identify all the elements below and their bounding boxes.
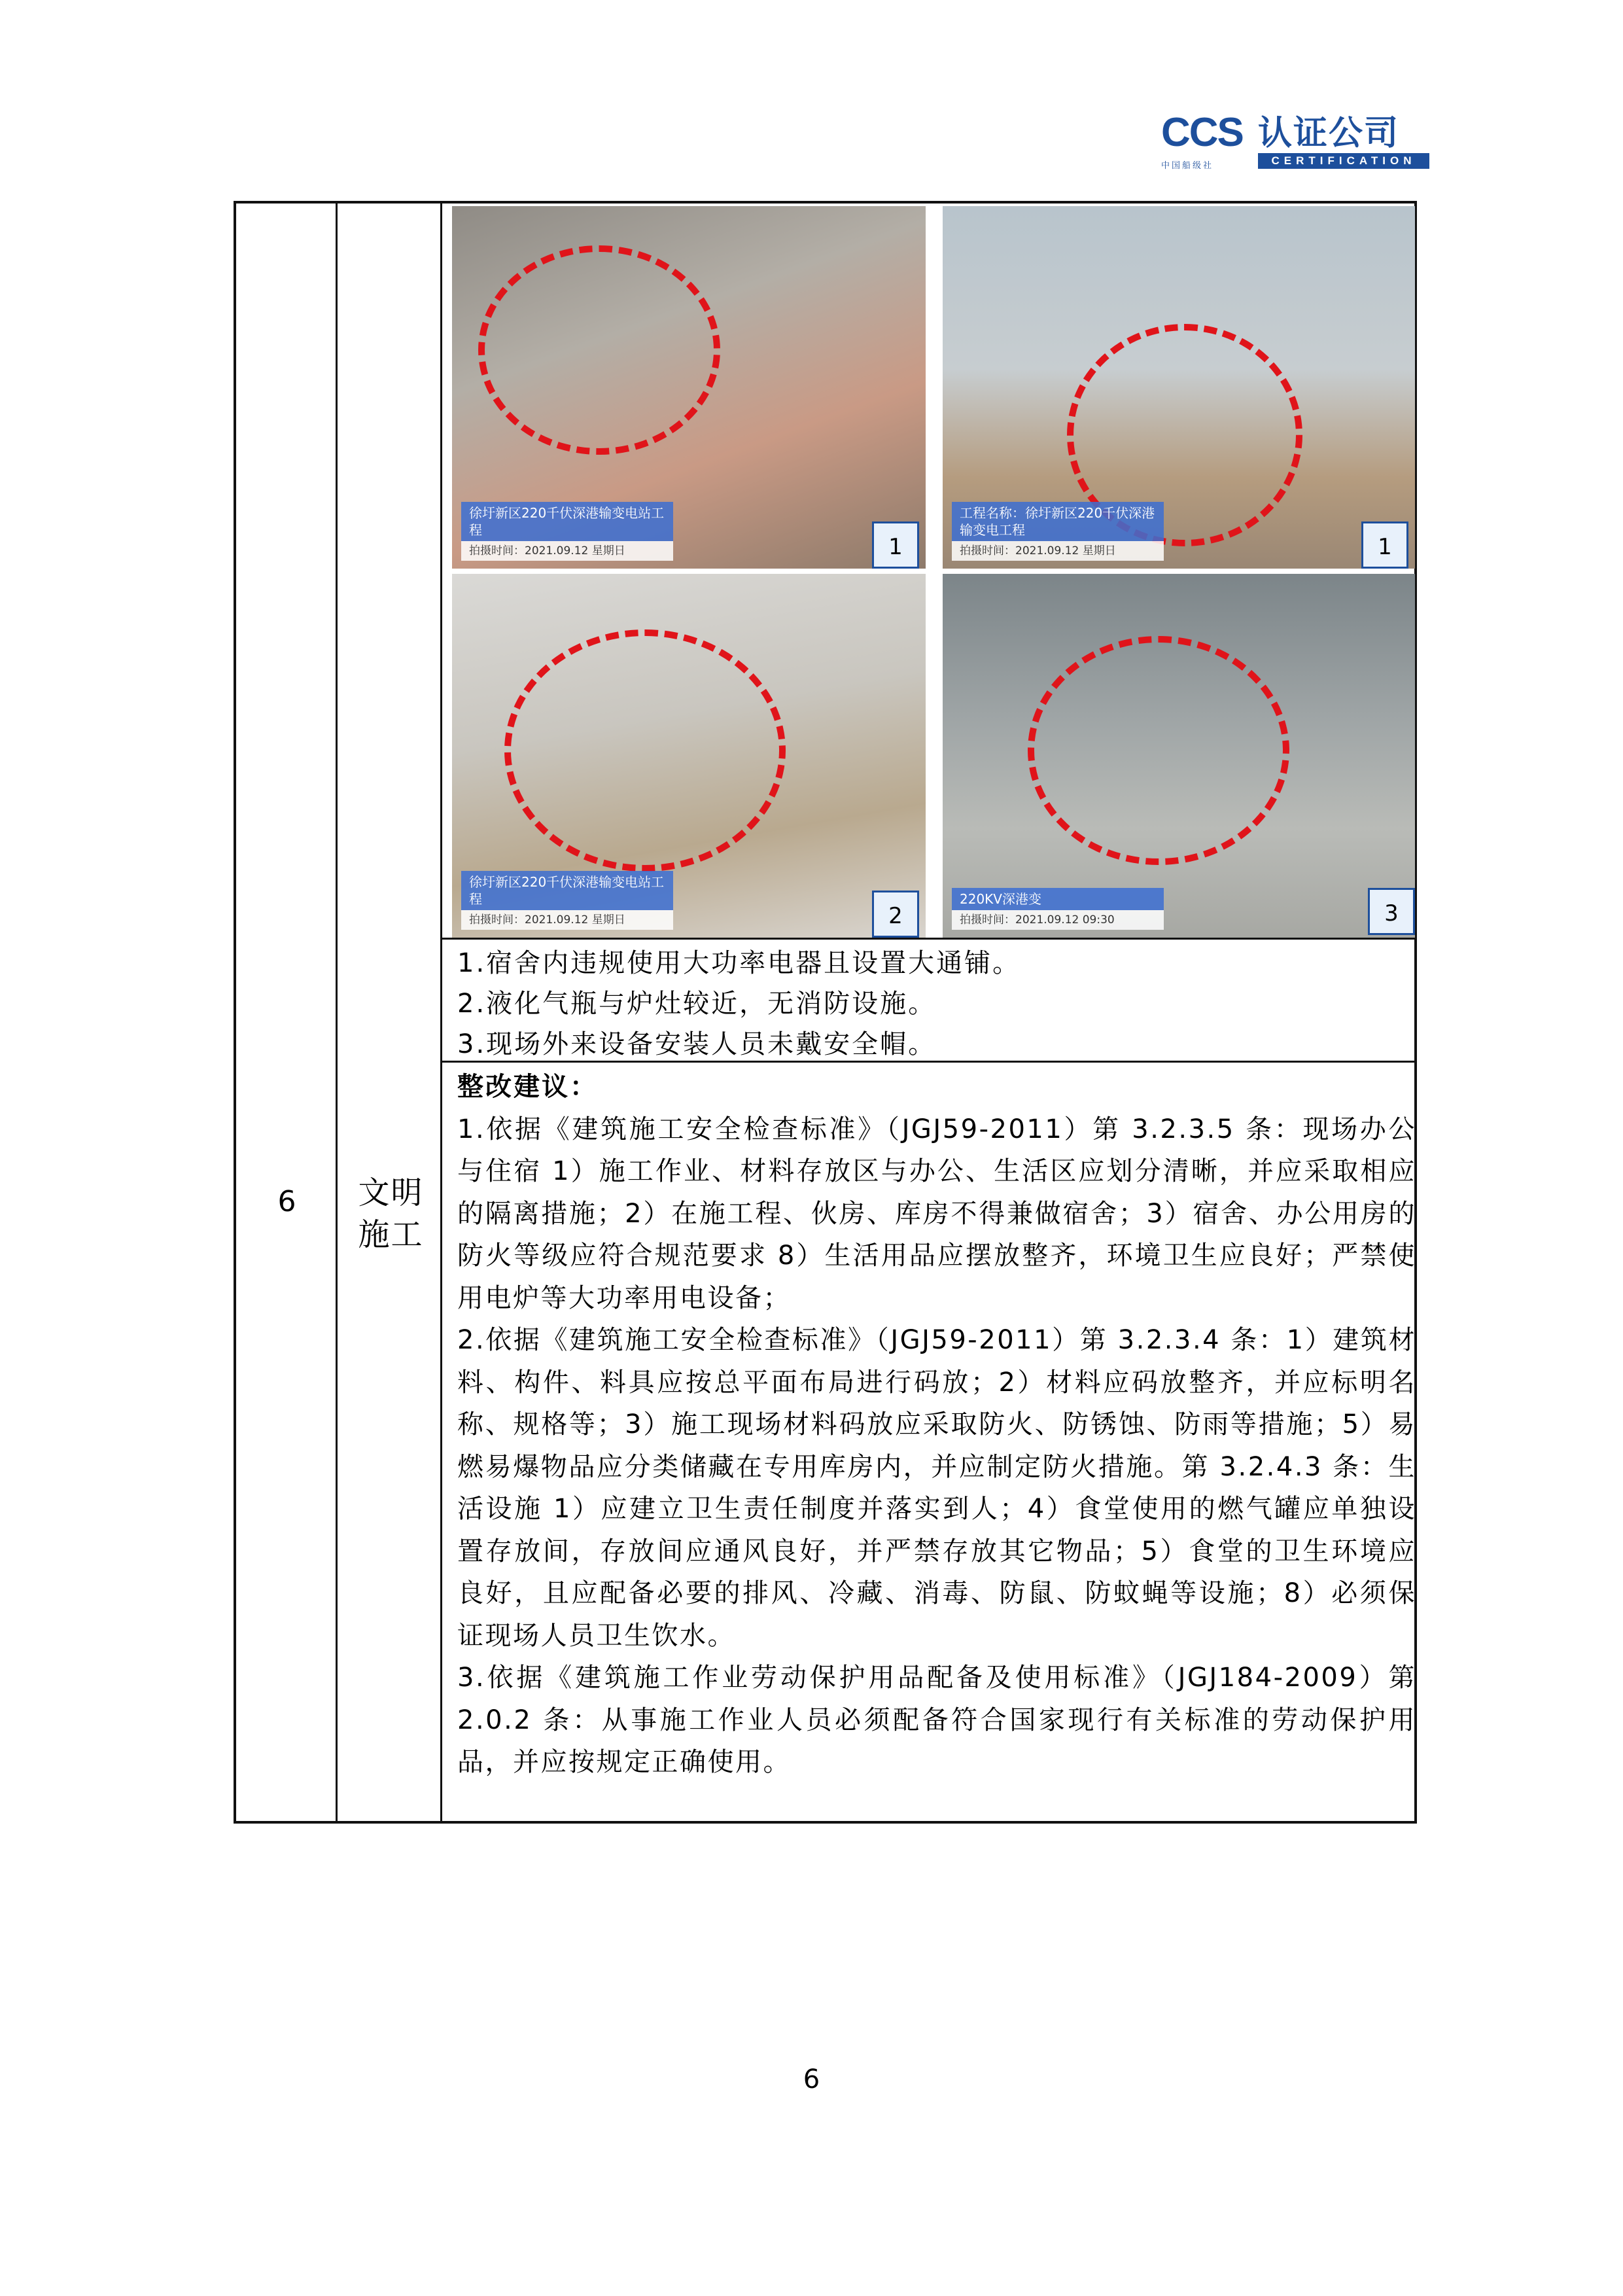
photo-watermark — [461, 502, 673, 561]
photo-time: 拍摄时间：2021.09.12 星期日 — [461, 541, 673, 561]
recommendation-item: 3.依据《建筑施工作业劳动保护用品配备及使用标准》（JGJ184-2009）第 2.0.2 条：从事施工作业人员必须配备符合国家现行有关标准的劳动保护用品，并应按规定正确使用。 — [457, 1663, 1416, 1777]
photo-dormitory-bed — [452, 206, 926, 569]
inspection-table — [234, 201, 1417, 1824]
photo-badge: 3 — [1368, 888, 1415, 935]
logo-bar: CERTIFICATION — [1258, 153, 1429, 169]
issues-list — [457, 943, 1412, 1065]
recommendation-item: 1.依据《建筑施工安全检查标准》（JGJ59-2011）第 3.2.3.5 条：现场办公与住宿 1）施工作业、材料存放区与办公、生活区应划分清晰，并应采取相应的隔离措施；2）在施工程、伙房、库房不得兼做宿舍；3）宿舍、办公用房的防火等级应符合规范要求 8）生活用品应摆放整齐，环境卫生应良好；严禁使用电炉等大功率用电设备； — [457, 1114, 1416, 1313]
logo-brand: CCS — [1161, 110, 1243, 155]
photo-gas-cylinder — [452, 574, 926, 938]
photo-time: 拍摄时间：2021.09.12 星期日 — [461, 910, 673, 930]
recommendation-item: 2.依据《建筑施工安全检查标准》（JGJ59-2011）第 3.2.3.4 条：1）建筑材料、构件、料具应按总平面布局进行码放；2）材料应码放整齐，并应标明名称、规格等；3）施工现场材料码放应采取防火、防锈蚀、防雨等措施；5）易燃易爆物品应分类储藏在专用库房内，并应制定防火措施。第 3.2.4.3 条：生活设施 1）应建立卫生责任制度并落实到人；4）食堂使用的燃气罐应单独设置存放间，存放间应通风良好，并严禁存放其它物品；5）食堂的卫生环境应良好，且应配备必要的排风、冷藏、消毒、防鼠、防蚊蝇等设施；8）必须保证现场人员卫生饮水。 — [457, 1325, 1416, 1651]
row-category — [340, 1172, 442, 1256]
category-line1: 文明 — [358, 1174, 424, 1211]
photo-dormitory-appliances — [943, 206, 1415, 569]
photo-watermark — [461, 871, 673, 930]
highlight-circle — [478, 245, 720, 455]
photo-badge: 1 — [1361, 521, 1408, 569]
row-divider — [440, 938, 1414, 940]
photo-caption: 220KV深港变 — [952, 888, 1164, 910]
ccs-certification-logo — [1161, 110, 1429, 171]
photo-caption: 徐圩新区220千伏深港输变电站工程 — [461, 871, 673, 910]
page-number: 6 — [803, 2064, 820, 2094]
photo-workers-no-helmet — [943, 574, 1415, 938]
photo-time: 拍摄时间：2021.09.12 09:30 — [952, 910, 1164, 930]
recommendation — [457, 1066, 1416, 1784]
photo-badge: 2 — [872, 891, 919, 938]
row-number: 6 — [277, 1185, 296, 1218]
category-line2: 施工 — [358, 1216, 424, 1253]
photo-badge: 1 — [872, 521, 919, 569]
highlight-circle — [1028, 636, 1289, 865]
photo-caption: 工程名称：徐圩新区220千伏深港输变电工程 — [952, 502, 1164, 541]
highlight-circle — [504, 629, 786, 872]
issue-item: 3.现场外来设备安装人员未戴安全帽。 — [457, 1029, 937, 1059]
issue-item: 2.液化气瓶与炉灶较近，无消防设施。 — [457, 989, 937, 1019]
photo-time: 拍摄时间：2021.09.12 星期日 — [952, 541, 1164, 561]
photo-watermark — [952, 888, 1164, 930]
photo-watermark — [952, 502, 1164, 561]
column-divider — [336, 203, 338, 1821]
photo-caption: 徐圩新区220千伏深港输变电站工程 — [461, 502, 673, 541]
logo-sub: 中国船级社 — [1161, 161, 1214, 171]
logo-name: 认证公司 — [1258, 114, 1400, 153]
issue-item: 1.宿舍内违规使用大功率电器且设置大通铺。 — [457, 948, 1021, 978]
column-divider — [440, 203, 442, 1821]
recommendation-title: 整改建议： — [457, 1072, 598, 1102]
